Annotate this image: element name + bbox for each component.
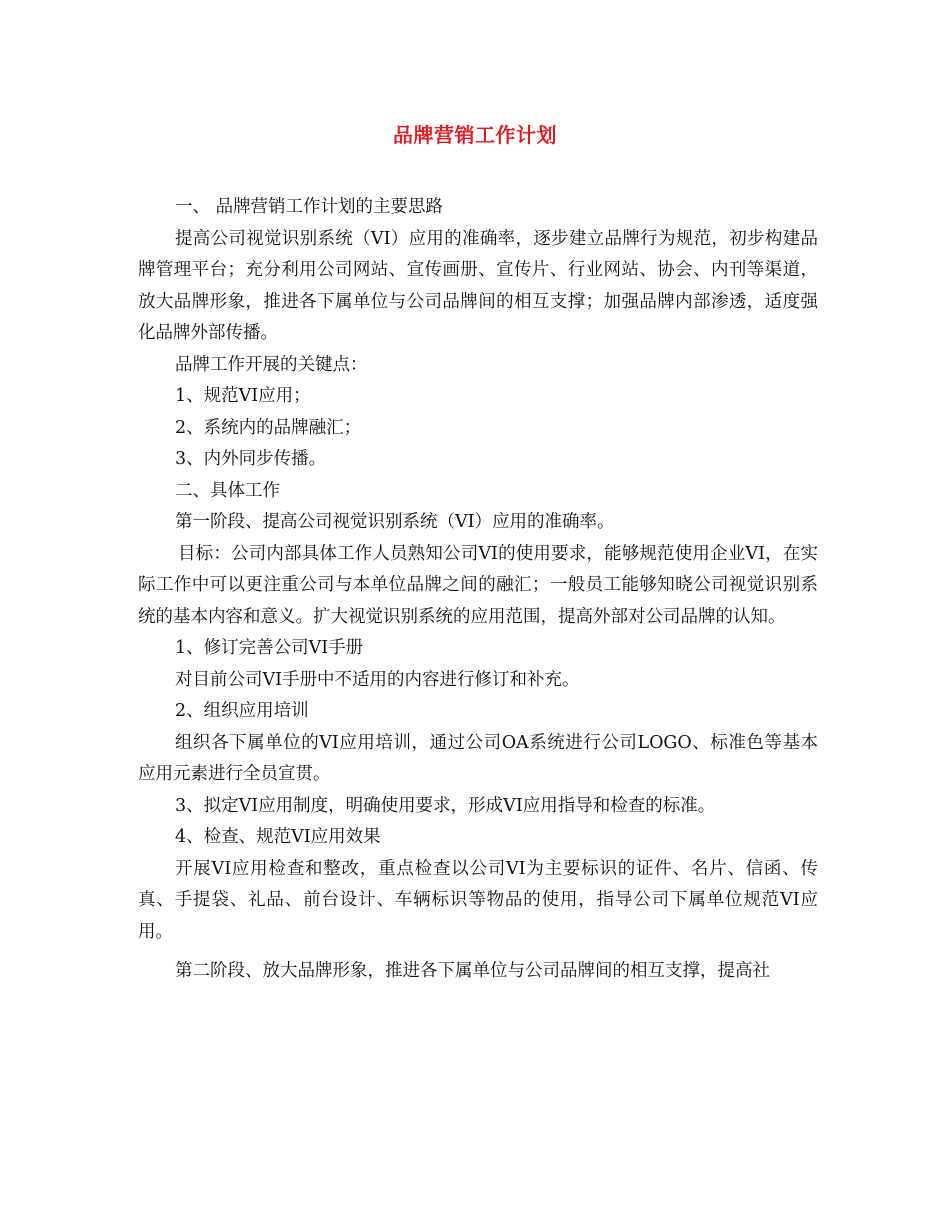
task-2-heading: 2、组织应用培训 bbox=[175, 701, 309, 721]
task-4-heading: 4、检查、规范VI应用效果 bbox=[175, 827, 381, 847]
phase-2-heading: 第二阶段、放大品牌形象，推进各下属单位与公司品牌间的相互支撑，提高社 bbox=[175, 961, 770, 981]
document-body bbox=[138, 192, 818, 988]
paragraph-ideas: 提高公司视觉识别系统（VI）应用的准确率，逐步建立品牌行为规范，初步构建品牌管理平台；充分利用公司网站、宣传画册、宣传片、行业网站、协会、内刊等渠道，放大品牌形象，推进各下属单位与公司品牌间的相互支撑；加强品牌内部渗透，适度强化品牌外部传播。 bbox=[138, 228, 818, 343]
paragraph-keypoints-heading: 品牌工作开展的关键点： bbox=[175, 354, 368, 375]
keypoint-item-2: 2、系统内的品牌融汇； bbox=[175, 417, 362, 438]
task-2-text: 组织各下属单位的VI应用培训，通过公司OA系统进行公司LOGO、标准色等基本应用元素进行全员宣贯。 bbox=[138, 732, 818, 784]
task-1-heading: 1、修订完善公司VI手册 bbox=[175, 638, 364, 658]
document-title: 品牌营销工作计划 bbox=[393, 123, 557, 147]
task-4-text: 开展VI应用检查和整改，重点检查以公司VI为主要标识的证件、名片、信函、传真、手提袋、礼品、前台设计、车辆标识等物品的使用，指导公司下属单位规范VI应用。 bbox=[138, 858, 818, 942]
section-heading-2: 二、具体工作 bbox=[175, 480, 280, 501]
keypoint-item-1: 1、规范VI应用； bbox=[175, 386, 311, 406]
section-heading-1: 一、 品牌营销工作计划的主要思路 bbox=[175, 197, 444, 217]
phase-1-heading: 第一阶段、提高公司视觉识别系统（VI）应用的准确率。 bbox=[175, 512, 615, 532]
task-1-text: 对目前公司VI手册中不适用的内容进行修订和补充。 bbox=[175, 669, 580, 690]
keypoint-item-3: 3、内外同步传播。 bbox=[175, 449, 327, 469]
paragraph-goal: 目标：公司内部具体工作人员熟知公司VI的使用要求，能够规范使用企业VI，在实际工作中可以更注重公司与本单位品牌之间的融汇；一般员工能够知晓公司视觉识别系统的基本内容和意义。扩大视觉识别系统的应用范围，提高外部对公司品牌的认知。 bbox=[138, 543, 818, 627]
task-3-text: 3、拟定VI应用制度，明确使用要求，形成VI应用指导和检查的标准。 bbox=[175, 795, 716, 816]
